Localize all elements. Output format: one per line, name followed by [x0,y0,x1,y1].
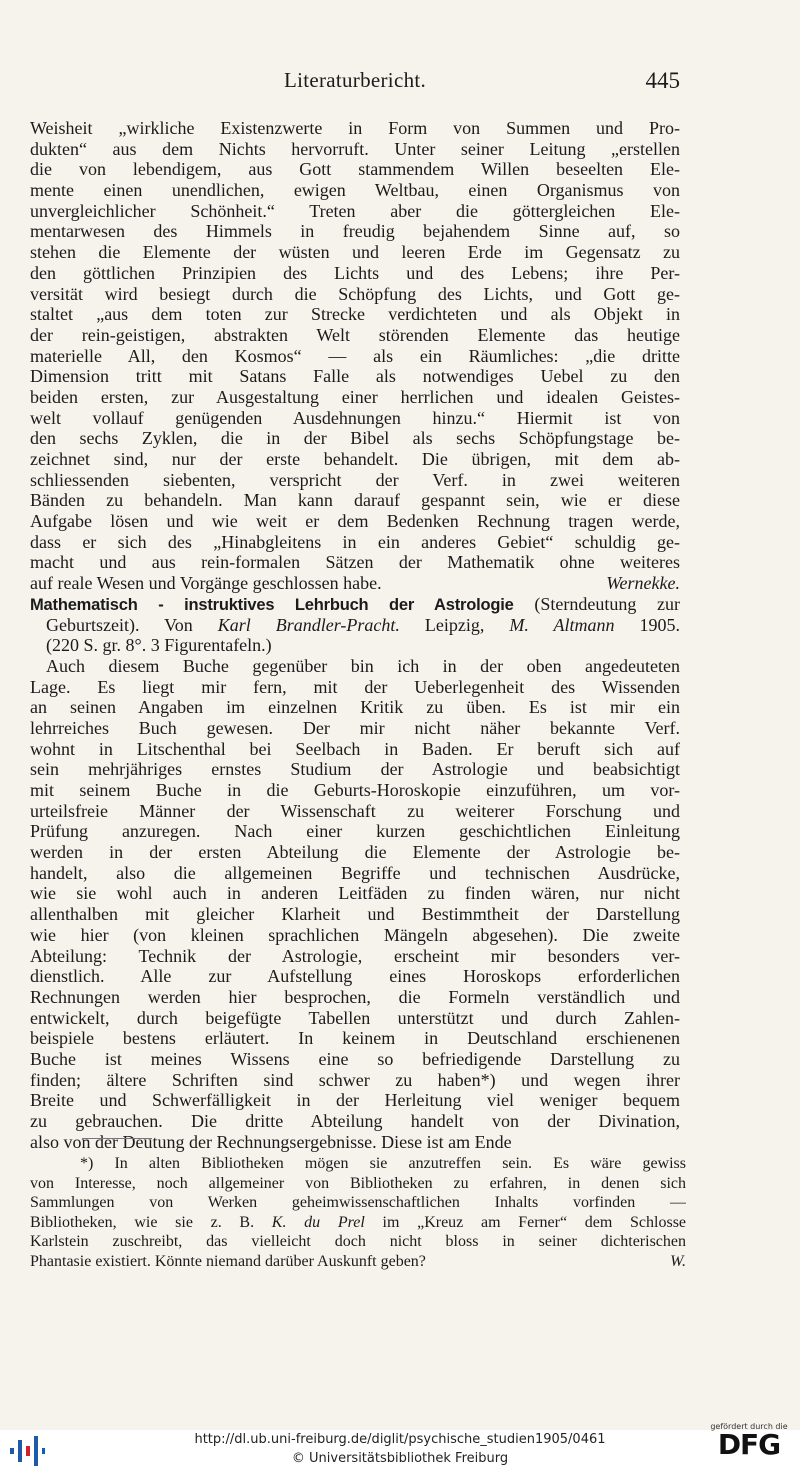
text-line: entwickelt, durch beigefügte Tabellen unterstützt und durch Zahlen- [30,1007,680,1028]
footnote-line: Karlstein zuschreibt, das vielleicht doch nicht bloss in seiner dichterischen [30,1233,686,1251]
page-header [30,68,680,98]
text-line: allenthalben mit gleicher Klarheit und Bestimmtheit der Darstellung [30,904,680,925]
text-line: werden in der ersten Abteilung die Elemente der Astrologie be- [30,842,680,863]
footnote-signature: W. [670,1252,686,1270]
footnote-text: im „Kreuz am Ferner“ dem Schlosse [382,1213,686,1231]
body-text [30,118,680,1152]
text-line: welt vollauf genügenden Ausdehnungen hinzu.“ Hiermit ist von [30,407,680,428]
text-line: beiden ersten, zur Ausgestaltung einer herrlichen und idealen Geistes- [30,386,680,407]
dfg-caption: gefördert durch die [710,1422,788,1431]
text-line: urteilsfreie Männer der Wissenschaft zu weiterer Forschung und [30,800,680,821]
text-line: lehrreiches Buch gewesen. Der mir nicht näher bekannte Verf. [30,717,680,738]
dfg-badge [706,1422,792,1459]
text-line: Abteilung: Technik der Astrologie, erscheint mir besonders ver- [30,945,680,966]
text-line: mit seinem Buche in die Geburts-Horoskopie einzuführen, um vor- [30,780,680,800]
footnote [30,1154,686,1272]
text-line: schliessenden siebenten, verspricht der Verf. in zwei weiteren [30,469,680,490]
footnote-line [30,1213,686,1233]
text-line: dass er sich des „Hinabgleitens in ein anderes Gebiet“ schuldig ge- [30,531,680,552]
text-line: den sechs Zyklen, die in der Bibel als sechs Schöpfungstage be- [30,428,680,449]
text-line: stehen die Elemente der wüsten und leeren Erde im Gegensatz zu [30,242,680,263]
page-number: 445 [645,68,680,93]
text-line: Auch diesem Buche gegenüber bin ich in der oben angedeuteten [46,655,680,676]
dfg-logo: DFG [717,1428,781,1461]
citation-year: 1905. [639,614,680,635]
text-line: Bänden zu behandeln. Man kann darauf gespannt sein, wie er diese [30,490,680,511]
text-line: zeichnet sind, nur der erste behandelt. Die übrigen, mit dem ab- [30,449,680,469]
footnote-divider [82,1138,152,1139]
entry-publisher: M. Altmann [509,614,615,635]
text-line: Prüfung anzuregen. Nach einer kurzen geschichtlichen Einleitung [30,821,680,842]
citation-text: Geburtszeit). Von [46,614,193,635]
entry-citation-line [30,615,680,636]
footnote-line: *) In alten Bibliotheken mögen sie anzutreffen sein. Es wäre gewiss [80,1155,686,1172]
text-line: Buche ist meines Wissens eine so befriedigende Darstellung zu [30,1048,680,1069]
text-line: an seinen Angaben im einzelnen Kritik zu üben. Es ist mir ein [30,697,680,718]
permalink[interactable]: http://dl.ub.uni-freiburg.de/diglit/psychische_studien1905/0461 [194,1432,606,1447]
text-line: den göttlichen Prinzipien des Lichts und des Lebens; ihre Per- [30,262,680,283]
text-line: Rechnungen werden hier besprochen, die Formeln verständlich und [30,986,680,1007]
footnote-line: Sammlungen von Werken geheimwissenschaftlichen Inhalts vorfinden — [30,1194,686,1212]
text-line: dienstlich. Alle zur Aufstellung eines Horoskops erforderlichen [30,966,680,987]
text-line: unvergleichlicher Schönheit.“ Treten aber die göttergleichen Ele- [30,200,680,221]
library-footer [0,1422,800,1472]
text-line: mentarwesen des Himmels in freudig bejahendem Sinne auf, so [30,221,680,242]
copyright-notice: © Universitätsbibliothek Freiburg [291,1451,509,1466]
text-line: der rein-geistigen, abstrakten Welt störenden Elemente das heutige [30,324,680,345]
entry-heading-line [30,594,680,615]
entry-subtitle: (Sterndeutung zur [534,593,680,614]
entry-author: Karl Brandler-Pracht. [217,614,400,635]
text-line [30,573,680,594]
paragraph-wernekke-review [30,118,680,573]
text-line: wie sie wohl auch in anderen Leitfäden zu finden wären, nur nicht [30,883,680,904]
text-line: also von der Deutung der Rechnungsergebnisse. Diese ist am Ende [30,1131,512,1152]
footnote-text: Bibliotheken, wie sie z. B. [30,1213,255,1231]
text-line: wie hier (von kleinen sprachlichen Mängeln abgesehen). Die zweite [30,924,680,945]
entry-details-line [30,635,680,656]
text-line: handelt, also die allgemeinen Begriffe und technischen Ausdrücke, [30,862,680,883]
running-title: Literaturbericht. [283,68,427,92]
text-line: Dimension tritt mit Satans Falle als notwendiges Uebel zu den [30,366,680,387]
citation-place: Leipzig, [424,614,485,635]
text-line: finden; ältere Schriften sind schwer zu haben*) und wegen ihrer [30,1069,680,1090]
text-line: beispiele bestens erläutert. In keinem in Deutschland erschienenen [30,1028,680,1049]
text-line: Breite und Schwerfälligkeit in der Herleitung viel weniger bequem [30,1090,680,1111]
text-line: dukten“ aus dem Nichts hervorruft. Unter seiner Leitung „erstellen [30,138,680,159]
footnote-line [30,1252,686,1272]
footnote-line: von Interesse, noch allgemeiner von Bibliotheken zu erfahren, in denen sich [30,1174,686,1192]
text-line: Aufgabe lösen und wie weit er dem Bedenken Rechnung tragen werde, [30,511,680,532]
footnote-person: K. du Prel [271,1213,365,1231]
text-line: staltet „aus dem toten zur Strecke verdichteten und als Objekt in [30,304,680,325]
text-line: wohnt in Litschenthal bei Seelbach in Baden. Er beruft sich auf [30,738,680,759]
reviewer-signature: Wernekke. [606,573,680,594]
closing-line: auf reale Wesen und Vorgänge geschlossen habe. [30,573,382,594]
entry-details: (220 S. gr. 8°. 3 Figurentafeln.) [46,635,272,656]
text-line: sein mehrjähriges ernstes Studium der Astrologie und beabsichtigt [30,759,680,780]
text-line: mente einen unendlichen, ewigen Weltbau, einen Organismus von [30,180,680,201]
text-line: versität wird besiegt durch die Schöpfung des Lichts, und Gott ge- [30,283,680,304]
footnote-text: Phantasie existiert. Könnte niemand darüber Auskunft geben? [30,1252,426,1270]
paragraph-astrology-review [30,656,680,1153]
entry-title: Mathematisch - instruktives Lehrbuch der Astrologie [30,595,514,614]
text-line: Lage. Es liegt mir fern, mit der Ueberlegenheit des Wissenden [30,676,680,697]
text-line: die von lebendigem, aus Gott stammendem Willen beseelten Ele- [30,159,680,180]
text-line: macht und aus rein-formalen Sätzen der Mathematik ohne weiteres [30,552,680,573]
text-line: materielle All, den Kosmos“ — als ein Räumliches: „die dritte [30,345,680,366]
text-line: Weisheit „wirkliche Existenzwerte in Form von Summen und Pro- [30,118,680,138]
text-line: zu gebrauchen. Die dritte Abteilung handelt von der Divination, [30,1111,680,1131]
